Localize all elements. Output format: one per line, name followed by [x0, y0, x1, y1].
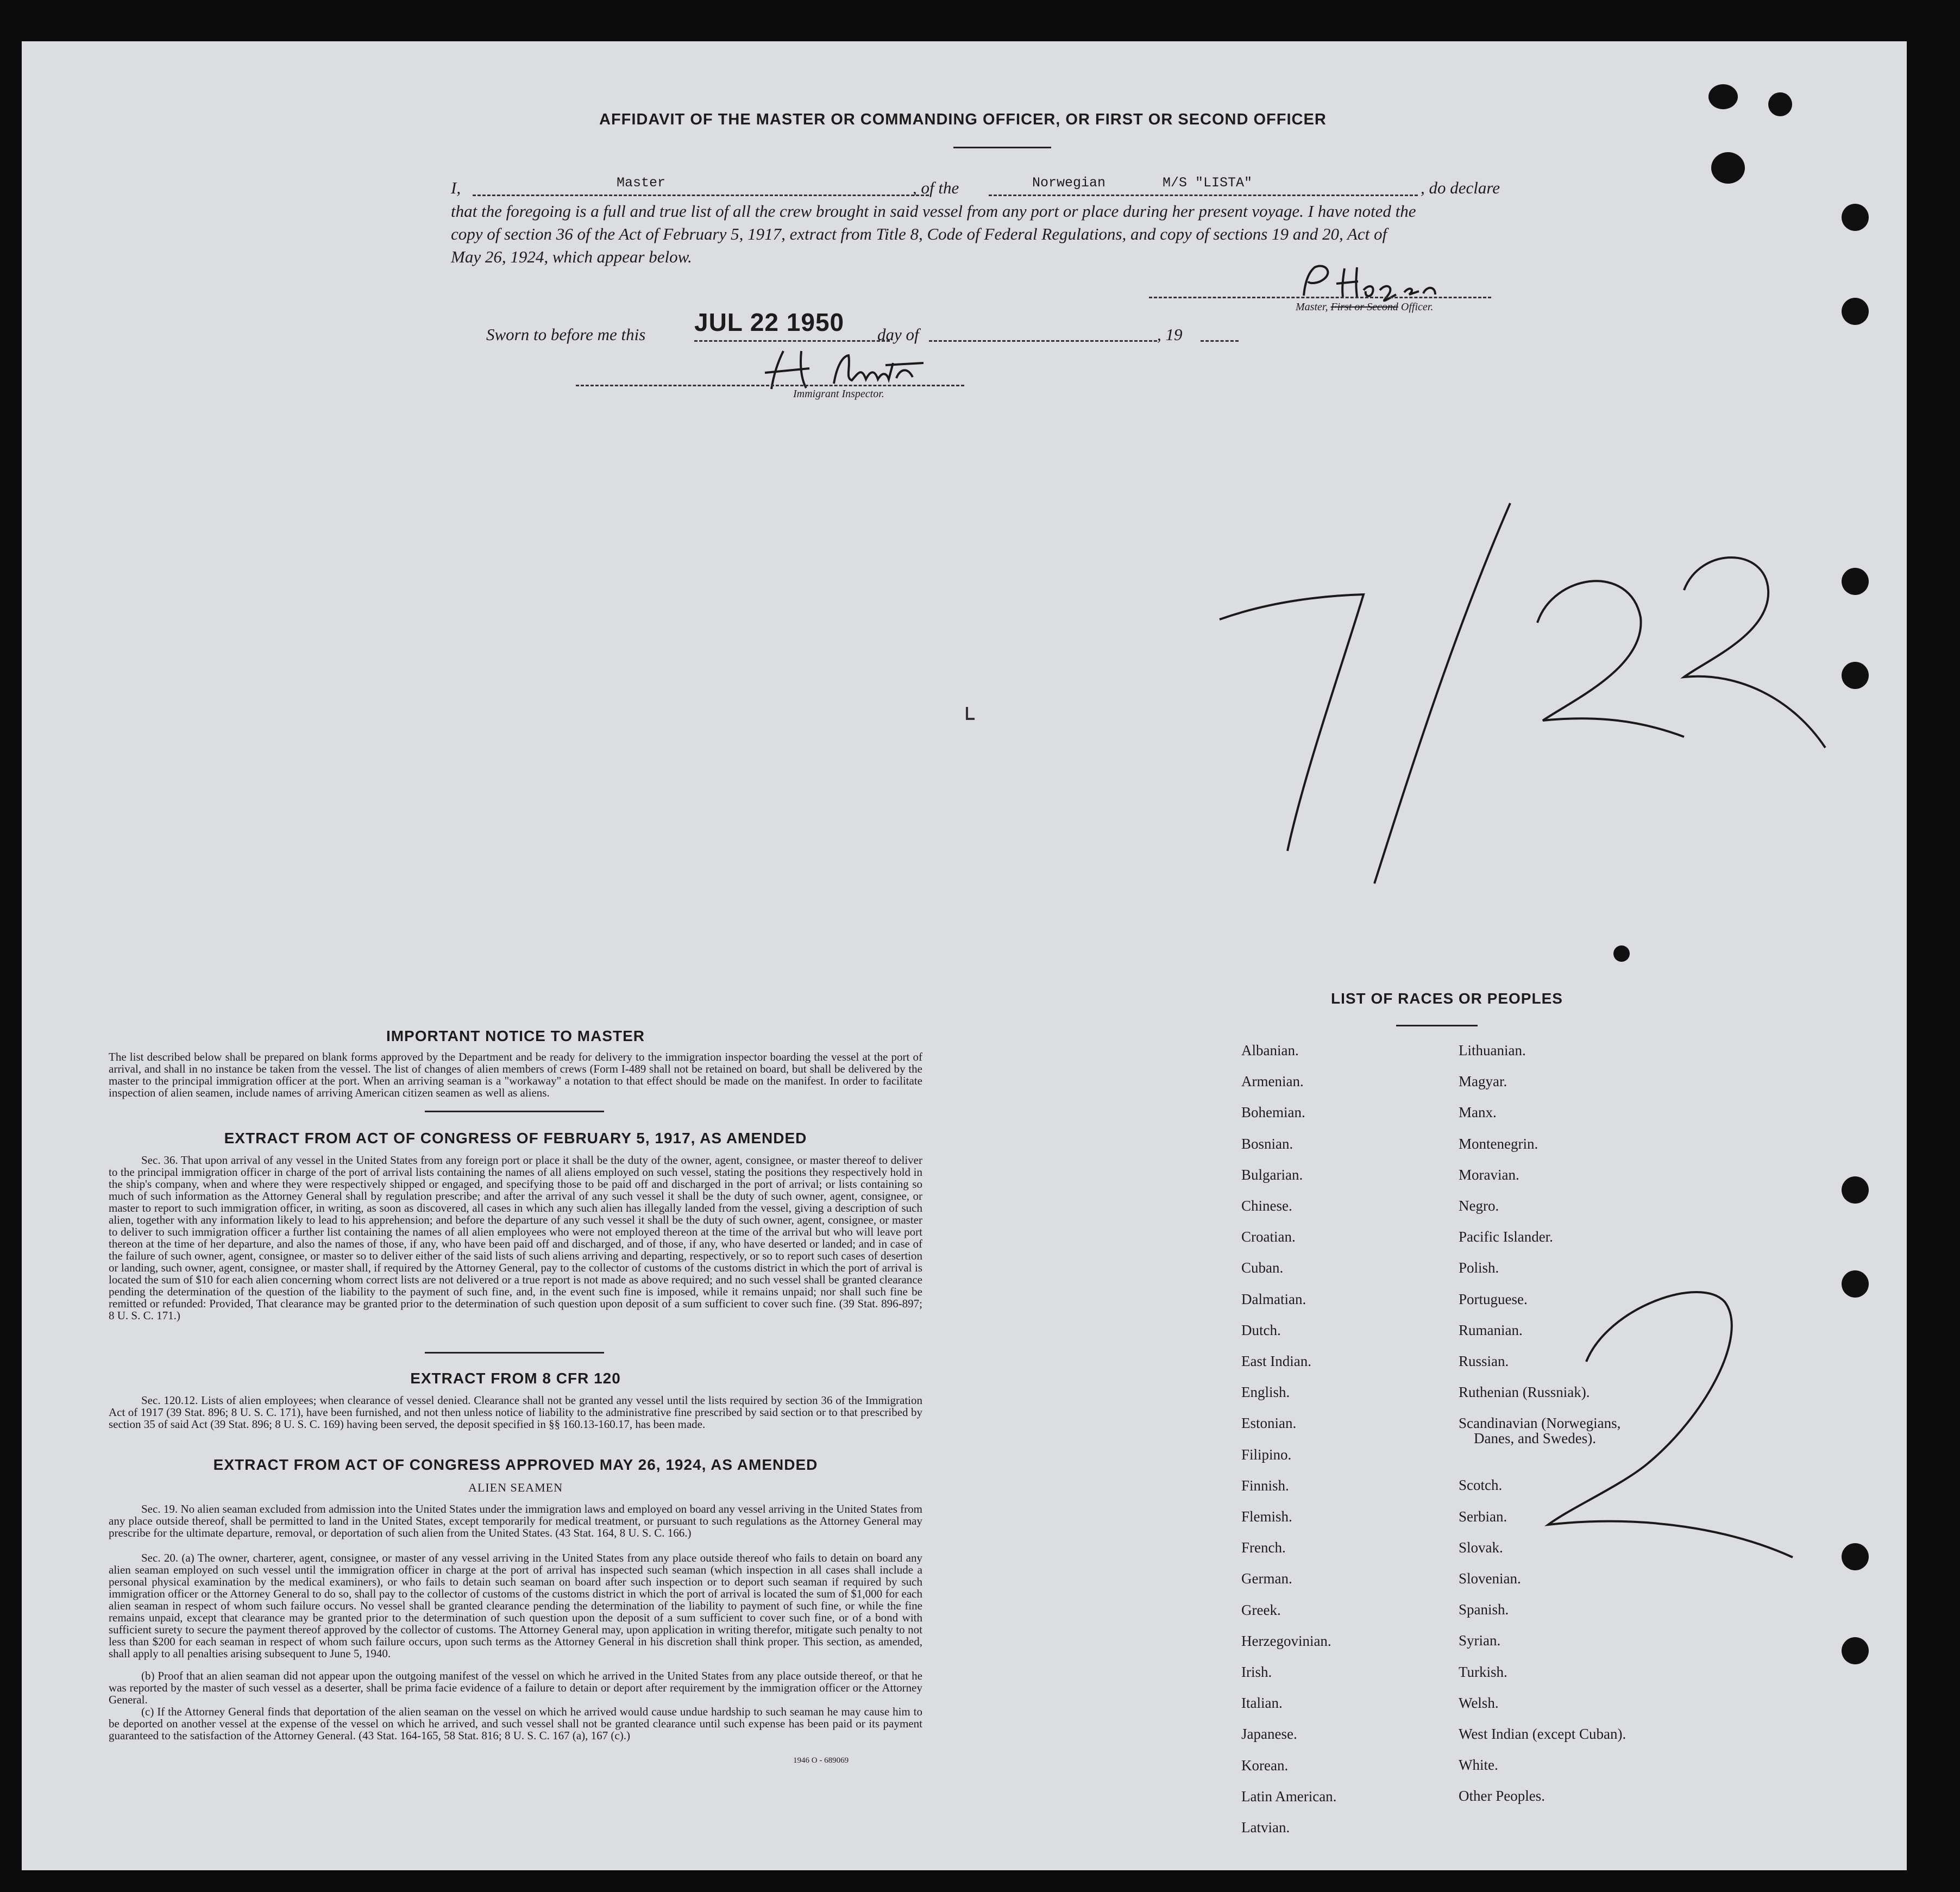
ink-spot — [1613, 945, 1630, 962]
small-mark-foot — [966, 718, 975, 720]
nationality-value: Norwegian — [1032, 175, 1106, 191]
handwritten-date — [1217, 492, 1842, 894]
race-item: Syrian. — [1459, 1632, 1501, 1649]
binder-hole — [1842, 1270, 1869, 1298]
master-signature-line — [1149, 297, 1491, 298]
race-item: Finnish. — [1241, 1477, 1289, 1494]
race-item: English. — [1241, 1384, 1290, 1401]
extract-1924-sec20c: (c) If the Attorney General finds that deportation of the alien seaman on the vessel on which he arrived would cause undue hardship to such seaman he may cause him to be deported on another vessel at the expense of the vessel on which he arrived, and such vessel shall not be granted clearance until such expense has been paid or its payment guaranteed to the satisfaction of the Attorney General. (43 Stat. 164-165, 58 Stat. 816; 8 U. S. C. 167 (a), 167 (c).) — [109, 1705, 922, 1742]
extract-1917-rule — [425, 1352, 604, 1354]
race-item: Albanian. — [1241, 1042, 1299, 1058]
race-item: Magyar. — [1459, 1073, 1507, 1090]
race-item: Other Peoples. — [1459, 1788, 1545, 1805]
declaration-line-3: May 26, 1924, which appear below. — [451, 247, 692, 266]
race-item: Pacific Islander. — [1459, 1229, 1553, 1245]
inspector-signature-mark — [750, 346, 967, 394]
notice-rule — [425, 1111, 604, 1112]
race-item: Latin American. — [1241, 1788, 1337, 1805]
year-line — [1201, 340, 1239, 342]
binder-hole — [1708, 84, 1738, 109]
binder-hole — [1768, 92, 1792, 116]
notice-title: IMPORTANT NOTICE TO MASTER — [386, 1028, 645, 1044]
declaration-line-1: that the foregoing is a full and true list of all the crew brought in said vessel from any port or place during her present voyage. I have noted the — [451, 202, 1416, 221]
extract-1924-sec20b: (b) Proof that an alien seaman did not appear upon the outgoing manifest of the vessel on which he arrived in the United States from any place outside thereof, or that he was reported by the master of such vessel as a deserter, shall be prima facie evidence of a failure to detain or deport after requirement by the immigration officer or the Attorney General. — [109, 1669, 922, 1706]
binder-hole — [1842, 662, 1869, 689]
race-item: Spanish. — [1459, 1601, 1509, 1618]
race-item: Welsh. — [1459, 1694, 1499, 1711]
race-item: Irish. — [1241, 1664, 1272, 1680]
race-item: Slovak. — [1459, 1539, 1503, 1556]
extract-1924-subtitle: ALIEN SEAMEN — [468, 1481, 563, 1494]
print-code: 1946 O - 689069 — [793, 1756, 849, 1765]
race-item: Portuguese. — [1459, 1290, 1528, 1307]
binder-hole — [1842, 1176, 1869, 1204]
extract-1917-title: EXTRACT FROM ACT OF CONGRESS OF FEBRUARY 5, 1917, AS AMENDED — [224, 1130, 807, 1147]
race-item: Bosnian. — [1241, 1135, 1293, 1152]
officer-line — [473, 195, 929, 196]
extract-1924-sec19: Sec. 19. No alien seaman excluded from admission into the United States under the immigration laws and employed on board any vessel arriving in the United States from any place outside thereof, shall be permitted to land in the United States, except temporarily for medical treatment, or pursuant to such regulations as the Attorney General may prescribe for the ultimate departure, removal, or deportation of such alien from the United States. (43 Stat. 164, 8 U. S. C. 166.) — [109, 1502, 922, 1539]
race-item: West Indian (except Cuban). — [1459, 1726, 1626, 1742]
sworn-date-stamp: JUL 22 1950 — [694, 308, 845, 336]
affidavit-title: AFFIDAVIT OF THE MASTER OR COMMANDING OFFICER, OR FIRST OR SECOND OFFICER — [599, 111, 1327, 128]
declaration-line-2: copy of section 36 of the Act of February 5, 1917, extract from Title 8, Code of Federal Regulations, and copy of sections 19 and 20, Act of — [451, 224, 1387, 243]
race-item: Serbian. — [1459, 1508, 1507, 1525]
race-item: Slovenian. — [1459, 1570, 1521, 1587]
day-of-label: day of — [877, 325, 919, 344]
extract-1924-title: EXTRACT FROM ACT OF CONGRESS APPROVED MAY 26, 1924, AS AMENDED — [213, 1456, 818, 1473]
race-item: Scotch. — [1459, 1477, 1503, 1494]
race-item: Lithuanian. — [1459, 1042, 1526, 1058]
race-item: Bulgarian. — [1241, 1166, 1303, 1183]
extract-8cfr-title: EXTRACT FROM 8 CFR 120 — [410, 1370, 621, 1387]
handwritten-page-number — [1537, 1269, 1804, 1563]
inspector-caption: Immigrant Inspector. — [793, 388, 884, 400]
race-item: Italian. — [1241, 1695, 1283, 1712]
inspector-signature-line — [576, 385, 964, 386]
race-item: Dalmatian. — [1241, 1290, 1306, 1307]
vessel-value: M/S "LISTA" — [1163, 175, 1253, 191]
race-item: Manx. — [1459, 1104, 1497, 1121]
sworn-date-line — [694, 340, 890, 342]
races-rule — [1396, 1025, 1478, 1026]
race-item: Chinese. — [1241, 1198, 1292, 1214]
race-item: Japanese. — [1241, 1726, 1297, 1743]
race-item: East Indian. — [1241, 1353, 1311, 1369]
race-item: Armenian. — [1241, 1073, 1304, 1090]
race-item: French. — [1241, 1539, 1286, 1556]
i-label: I, — [451, 178, 461, 197]
month-line — [929, 340, 1157, 342]
race-item: Dutch. — [1241, 1321, 1281, 1338]
do-declare-label: , do declare — [1421, 178, 1500, 197]
race-item: Negro. — [1459, 1198, 1499, 1214]
race-item: Polish. — [1459, 1260, 1499, 1276]
race-item: Ruthenian (Russniak). — [1459, 1384, 1590, 1401]
of-the-label: , of the — [913, 178, 959, 197]
extract-8cfr-body: Sec. 120.12. Lists of alien employees; when clearance of vessel denied. Clearance shall not be granted any vessel until the lists required by section 36 of the Immigration Act of 1917 (39 Stat. 896; 8 U. S. C. 171), have been furnished, and not then unless notice of liability to the administrative fine prescribed by said section or to that prescribed by section 35 of said Act (39 Stat. 896; 8 U. S. C. 169) having been served, the deposit specified in §§ 160.13-160.17, has been made. — [109, 1394, 922, 1431]
race-item: Estonian. — [1241, 1415, 1297, 1432]
binder-hole — [1842, 1543, 1869, 1570]
master-caption: Master, First or Second Officer. — [1296, 301, 1434, 313]
race-item: Greek. — [1241, 1601, 1281, 1618]
race-item: German. — [1241, 1570, 1292, 1587]
binder-hole — [1842, 298, 1869, 325]
race-item: White. — [1459, 1757, 1498, 1774]
race-item: Turkish. — [1459, 1663, 1507, 1680]
race-item: Moravian. — [1459, 1166, 1519, 1183]
race-item: Cuban. — [1241, 1260, 1284, 1276]
officer-value: Master — [617, 175, 666, 191]
year-label: , 19 — [1157, 325, 1183, 344]
vessel-line — [989, 195, 1418, 196]
notice-body: The list described below shall be prepared on blank forms approved by the Department and be ready for delivery to the immigration inspector boarding the vessel at the port of arrival, and shall in no instance be taken from the vessel. The list of changes of alien members of crews (Form I-489 shall not be retained on board, but shall be delivered by the master to the principal immigration officer at the port. When an arriving seaman is a "workaway" a notation to that effect should be made on the manifest. In order to facilitate inspection of alien seamen, include names of arriving American citizen seamen as well as aliens. — [109, 1050, 922, 1099]
extract-1924-sec20a: Sec. 20. (a) The owner, charterer, agent, consignee, or master of any vessel arriving in the United States from any place outside thereof who fails to detain on board any alien seaman employed on such vessel until the immigration officer in charge at the port of arrival has inspected such seaman (which inspection in all cases shall include a personal physical examination by the medical examiners), or who fails to detain such seaman on board after such inspection or to deport such seaman if required by such immigration officer or the Attorney General to do so, shall pay to the collector of customs of the customs district in which the port of arrival is located the sum of $1,000 for each alien seaman in respect of whom such failure occurs. No vessel shall be granted clearance pending the determination of the liability to payment of such fine, or while the fine remains unpaid, except that clearance may be granted prior to the determination of such question upon the deposit of a sum sufficient to cover such fine, or of a bond with sufficient surety to secure the payment thereof approved by the collector of customs. The Attorney General may, upon application in writing therefor, mitigate such penalty to not less than $200 for each seaman in respect of whom such failure occurs, upon such terms as the Attorney General in his discretion shall think proper. This section, as amended, shall apply to all penalties arising subsequent to June 5, 1940. — [109, 1551, 922, 1660]
race-item: Latvian. — [1241, 1819, 1290, 1835]
binder-hole — [1711, 152, 1745, 184]
race-item: Russian. — [1459, 1353, 1509, 1369]
race-item: Rumanian. — [1459, 1321, 1523, 1338]
race-item: Korean. — [1241, 1757, 1289, 1774]
races-title: LIST OF RACES OR PEOPLES — [1331, 990, 1563, 1007]
sworn-label: Sworn to before me this — [486, 325, 646, 344]
race-item-continued: Danes, and Swedes). — [1474, 1430, 1596, 1447]
master-signature-mark — [1293, 262, 1472, 305]
race-item: Flemish. — [1241, 1508, 1292, 1525]
small-mark — [966, 707, 968, 719]
binder-hole — [1842, 568, 1869, 595]
race-item: Scandinavian (Norwegians, — [1459, 1415, 1621, 1432]
binder-hole — [1842, 204, 1869, 231]
race-item: Croatian. — [1241, 1229, 1296, 1245]
extract-1917-body: Sec. 36. That upon arrival of any vessel in the United States from any foreign port or place it shall be the duty of the owner, agent, consignee, or master thereof to deliver to the principal immigration officer in charge of the port of arrival lists containing the names of all aliens employed on such vessel, stating the positions they respectively hold in the ship's company, when and where they were respectively shipped or engaged, and specifying those to be paid off and discharged in the port of arrival; or lists containing so much of such information as the Attorney General shall by regulation prescribe; and after the arrival of any such vessel it shall be the duty of such owner, agent, consignee, or master to report to such immigration officer, in writing, as soon as discovered, all cases in which any such alien has illegally landed from the vessel, giving a description of such alien, together with any information likely to lead to his apprehension; and before the departure of any such vessel it shall be the duty of such owner, agent, consignee, or master to deliver to such immigration officer a further list containing the names of all alien employees who were not employed thereon at the time of the arrival but who will leave port thereon at the time of her departure, and also the names of those, if any, who have been paid off and discharged, and of those, if any, who have deserted or landed; and in case of the failure of such owner, agent, consignee, or master so to deliver either of the said lists of such aliens arriving and departing, respectively, or so to report such cases of desertion or landing, such owner, agent, consignee, or master shall, if required by the Attorney General, pay to the collector of customs of the customs district in which the port of arrival is located the sum of $10 for each alien concerning whom correct lists are not delivered or a true report is not made as above required; and no such vessel shall be granted clearance pending the determination of the question of the liability to the payment of such fine, and, in the event such fine is imposed, while it remains unpaid; nor shall such fine be remitted or refunded: Provided, That clearance may be granted prior to the determination of such question upon deposit of a sum sufficient to cover such fine. (39 Stat. 896-897; 8 U. S. C. 171.) — [109, 1154, 922, 1322]
race-item: Herzegovinian. — [1241, 1632, 1331, 1649]
race-item: Filipino. — [1241, 1446, 1292, 1463]
binder-hole — [1842, 1637, 1869, 1664]
title-rule — [953, 147, 1051, 148]
race-item: Montenegrin. — [1459, 1135, 1538, 1152]
race-item: Bohemian. — [1241, 1104, 1305, 1121]
